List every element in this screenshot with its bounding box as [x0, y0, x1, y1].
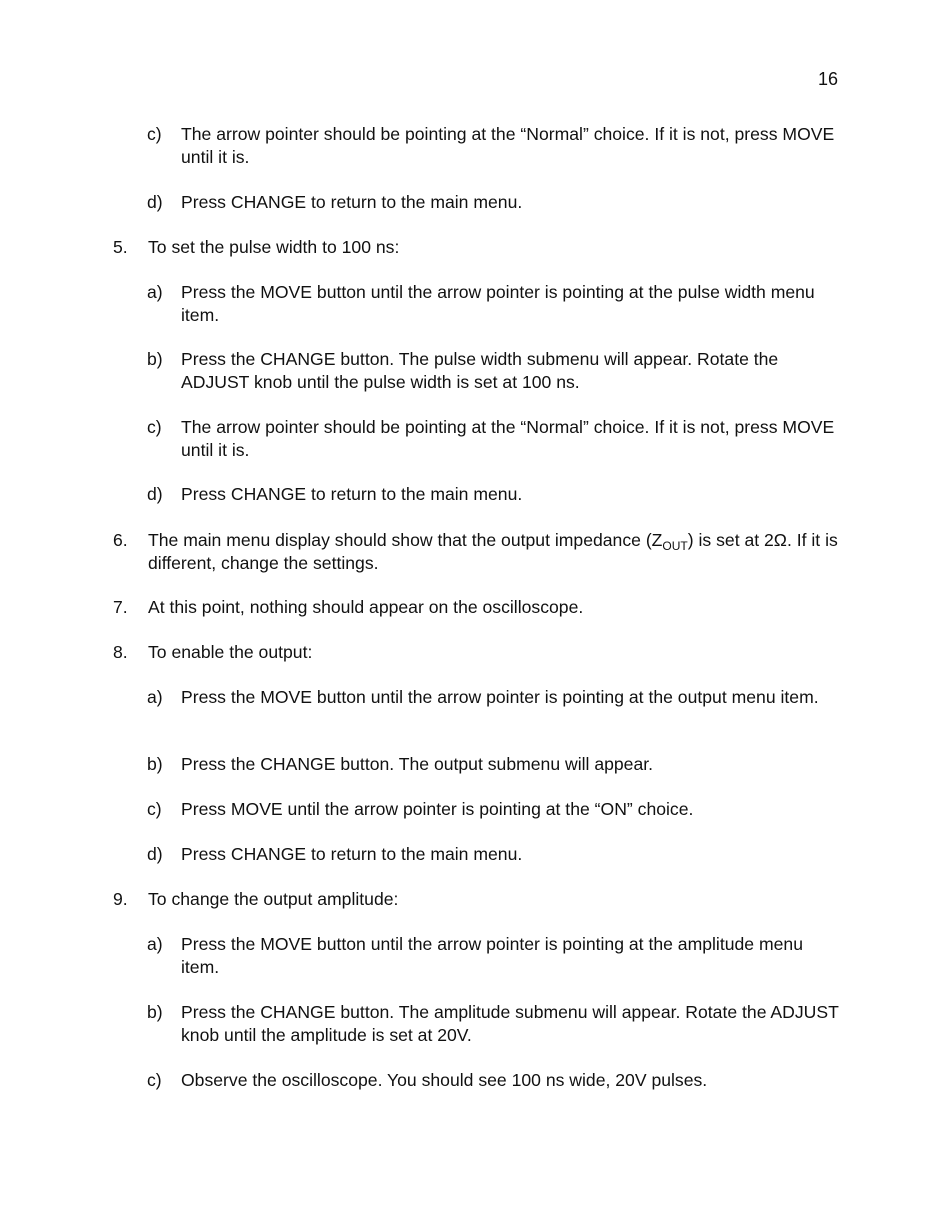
item-text [148, 529, 848, 575]
item-text: To set the pulse width to 100 ns: [148, 237, 400, 257]
item-text: Press CHANGE to return to the main menu. [181, 192, 523, 212]
item-text: Press the MOVE button until the arrow pointer is pointing at the pulse width menu item. [181, 282, 815, 325]
item-label: c) [147, 417, 162, 437]
item-text: Press the MOVE button until the arrow pointer is pointing at the amplitude menu item. [181, 934, 803, 977]
subscript-out: OUT [662, 539, 688, 553]
item-label: d) [147, 192, 163, 212]
item-label: 8. [113, 642, 128, 662]
item-label: 7. [113, 597, 128, 617]
item-text: Press MOVE until the arrow pointer is pointing at the “ON” choice. [181, 799, 694, 819]
item-text: Press the MOVE button until the arrow pointer is pointing at the output menu item. [181, 687, 819, 707]
item-label: c) [147, 124, 162, 144]
item-label: b) [147, 754, 163, 774]
text-after-subscript: ) is set at 2Ω. If it is different, change the settings. [148, 530, 838, 573]
item-label: 5. [113, 237, 128, 257]
item-text: Observe the oscilloscope. You should see 100 ns wide, 20V pulses. [181, 1070, 708, 1090]
item-label: b) [147, 1002, 163, 1022]
text-before-subscript: The main menu display should show that the output impedance (Z [148, 530, 663, 550]
item-text: Press CHANGE to return to the main menu. [181, 484, 523, 504]
item-label: d) [147, 484, 163, 504]
item-label: d) [147, 844, 163, 864]
item-text: Press the CHANGE button. The output submenu will appear. [181, 754, 654, 774]
item-label: a) [147, 687, 163, 707]
item-text: Press CHANGE to return to the main menu. [181, 844, 523, 864]
page-number: 16 [818, 69, 839, 89]
item-label: a) [147, 282, 163, 302]
item-label: 9. [113, 889, 128, 909]
item-text: To enable the output: [148, 642, 313, 662]
item-label: b) [147, 349, 163, 369]
item-text: Press the CHANGE button. The amplitude submenu will appear. Rotate the ADJUST knob until the amplitude is set at 20V. [181, 1002, 839, 1045]
item-label: c) [147, 1070, 162, 1090]
item-label: a) [147, 934, 163, 954]
item-text: To change the output amplitude: [148, 889, 399, 909]
item-text: At this point, nothing should appear on the oscilloscope. [148, 597, 584, 617]
item-text: Press the CHANGE button. The pulse width submenu will appear. Rotate the ADJUST knob until the pulse width is set at 100 ns. [181, 349, 779, 392]
item-label: c) [147, 799, 162, 819]
item-text: The arrow pointer should be pointing at the “Normal” choice. If it is not, press MOVE until it is. [181, 124, 835, 167]
item-text: The arrow pointer should be pointing at the “Normal” choice. If it is not, press MOVE until it is. [181, 417, 835, 460]
item-label: 6. [113, 530, 128, 550]
